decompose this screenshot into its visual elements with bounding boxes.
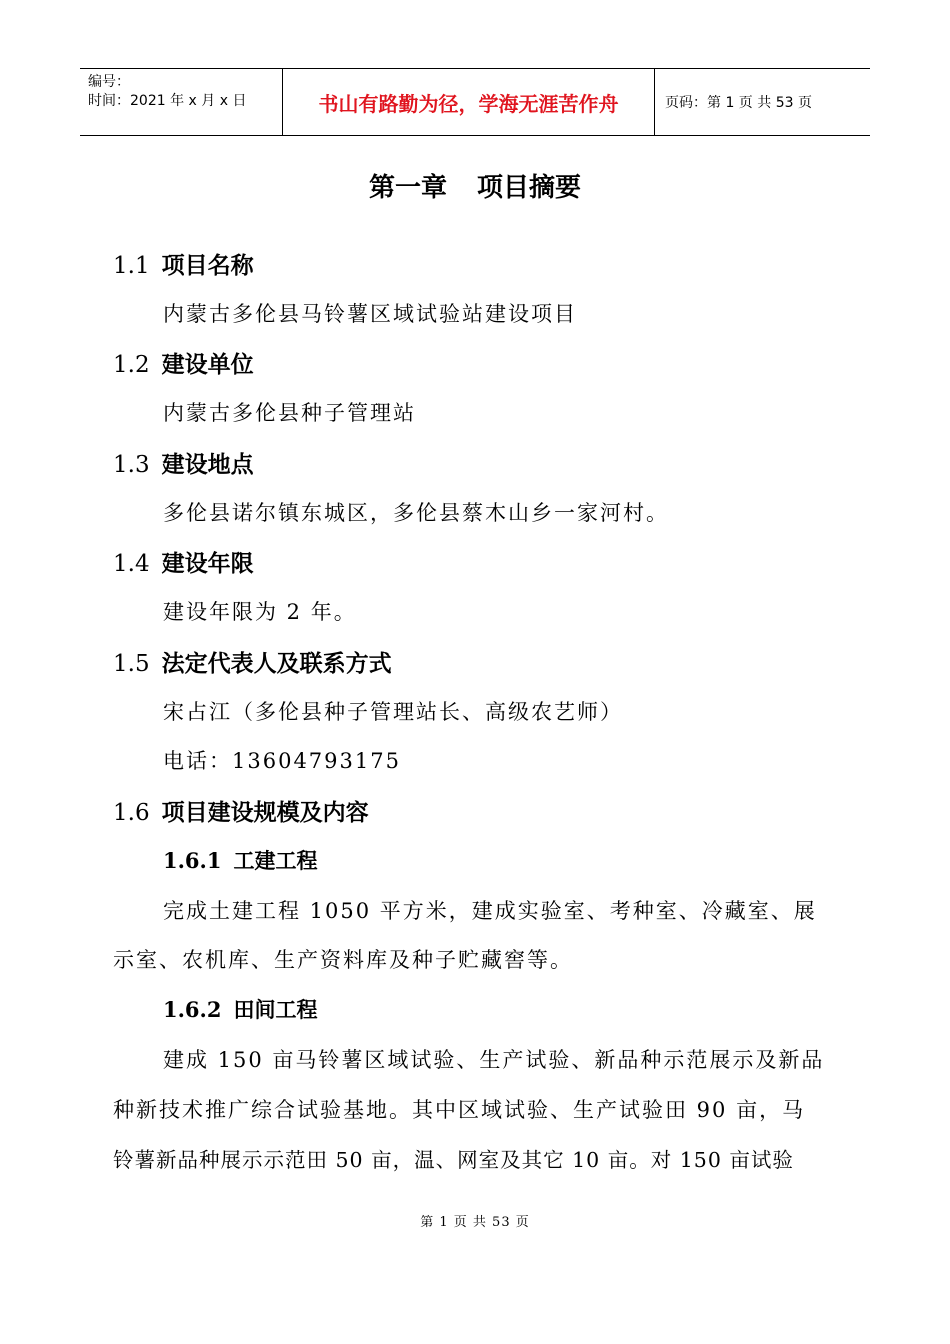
section-body: 内蒙古多伦县种子管理站 — [163, 401, 416, 425]
header-motto: 书山有路勤为径，学海无涯苦作舟 — [282, 69, 655, 135]
document-date: 时间：2021 年 x 月 x 日 — [88, 93, 247, 109]
chapter-subtitle: 项目摘要 — [477, 173, 582, 203]
paragraph-line: 完成土建工程 1050 平方米，建成实验室、考种室、冷藏室、展 — [163, 899, 817, 923]
section-heading: 1.4 建设年限 — [113, 551, 254, 577]
section-body: 多伦县诺尔镇东城区，多伦县蔡木山乡一家河村。 — [163, 501, 669, 525]
page-header — [80, 68, 870, 136]
header-meta — [80, 69, 282, 135]
paragraph-line: 铃薯新品种展示示范田 50 亩，温、网室及其它 10 亩。对 150 亩试验 — [113, 1148, 794, 1172]
contact-phone: 电话：13604793175 — [163, 749, 401, 773]
section-heading: 1.3 建设地点 — [113, 452, 254, 478]
section-body: 建设年限为 2 年。 — [163, 600, 357, 624]
section-body: 宋占江（多伦县种子管理站长、高级农艺师） — [163, 700, 623, 724]
subsection-heading: 1.6.1 工建工程 — [163, 848, 318, 873]
chapter-heading — [0, 168, 950, 208]
section-body: 内蒙古多伦县马铃薯区域试验站建设项目 — [163, 302, 577, 326]
section-heading: 1.6 项目建设规模及内容 — [113, 800, 369, 826]
paragraph-line: 种新技术推广综合试验基地。其中区域试验、生产试验田 90 亩，马 — [113, 1098, 806, 1122]
section-heading: 1.5 法定代表人及联系方式 — [113, 651, 392, 677]
subsection-heading: 1.6.2 田间工程 — [163, 997, 318, 1022]
paragraph-line: 建成 150 亩马铃薯区域试验、生产试验、新品种示范展示及新品 — [163, 1048, 825, 1072]
paragraph-line: 示室、农机库、生产资料库及种子贮藏窖等。 — [113, 948, 573, 972]
header-page-info: 页码：第 1 页 共 53 页 — [665, 95, 812, 111]
chapter-title: 第一章 — [368, 173, 447, 203]
document-number-label: 编号： — [88, 74, 130, 90]
page-footer: 第 1 页 共 53 页 — [420, 1215, 530, 1230]
section-heading: 1.2 建设单位 — [113, 352, 254, 378]
section-heading: 1.1 项目名称 — [113, 253, 254, 279]
